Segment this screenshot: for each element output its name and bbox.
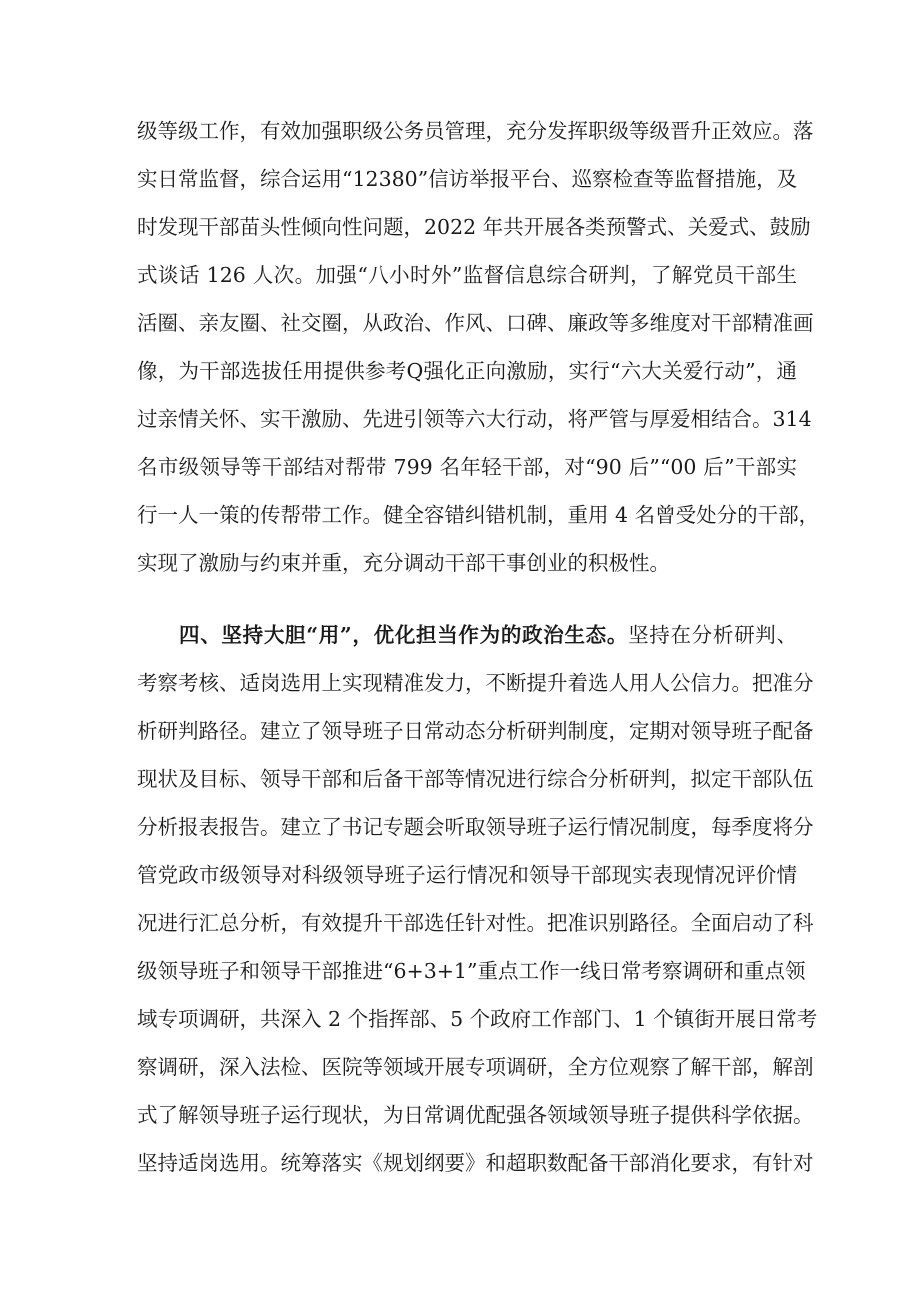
text-line: 时发现干部苗头性倾向性问题，2022 年共开展各类预警式、关爱式、鼓励 (137, 215, 811, 239)
text-line: 管党政市级领导对科级领导班子运行情况和领导干部现实表现情况评价情 (137, 863, 797, 887)
text-line: 察调研，深入法检、医院等领域开展专项调研，全方位观察了解干部，解剖 (137, 1055, 814, 1079)
text-line: 式了解领导班子运行现状，为日常调优配强各领域领导班子提供科学依据。 (137, 1103, 814, 1127)
text-line: 过亲情关怀、实干激励、先进引领等六大行动，将严管与厚爱相结合。314 (137, 407, 812, 431)
section-heading: 四、坚持大胆“用”，优化担当作为的政治生态。 (179, 623, 629, 647)
text-line: 域专项调研，共深入 2 个指挥部、5 个政府工作部门、1 个镇街开展日常考 (137, 1007, 818, 1031)
text-line: 坚持适岗选用。统筹落实《规划纲要》和超职数配备干部消化要求，有针对 (137, 1151, 814, 1175)
text-line: 像，为干部选拔任用提供参考Q强化正向激励，实行“六大关爱行动”，通 (137, 359, 797, 383)
text-line: 级等级工作，有效加强职级公务员管理，充分发挥职级等级晋升正效应。落 (137, 119, 814, 143)
text-line: 况进行汇总分析，有效提升干部选任针对性。把准识别路径。全面启动了科 (137, 911, 814, 935)
text-line: 活圈、亲友圈、社交圈，从政治、作风、口碑、廉政等多维度对干部精准画 (137, 311, 814, 335)
text-line: 实日常监督，综合运用“12380”信访举报平台、巡察检查等监督措施，及 (137, 167, 798, 191)
text-line: 现状及目标、领导干部和后备干部等情况进行综合分析研判，拟定干部队伍 (137, 767, 814, 791)
text-line: 级领导班子和领导干部推进“6+3+1”重点工作一线日常考察调研和重点领 (137, 959, 806, 983)
text-line: 分析报表报告。建立了书记专题会听取领导班子运行情况制度，每季度将分 (137, 815, 814, 839)
text-line: 析研判路径。建立了领导班子日常动态分析研判制度，定期对领导班子配备 (137, 719, 814, 743)
section-heading-line (179, 616, 797, 654)
text-line: 考察考核、适岗选用上实现精准发力，不断提升着选人用人公信力。把准分 (137, 671, 814, 695)
text-line: 行一人一策的传帮带工作。健全容错纠错机制，重用 4 名曾受处分的干部， (137, 503, 820, 527)
text-line: 名市级领导等干部结对帮带 799 名年轻干部，对“90 后”“00 后”干部实 (137, 455, 797, 479)
text-line: 式谈话 126 人次。加强“八小时外”监督信息综合研判，了解党员干部生 (137, 263, 797, 287)
text-line: 实现了激励与约束并重，充分调动干部干事创业的积极性。 (137, 551, 670, 575)
heading-line-rest: 坚持在分析研判、 (628, 623, 797, 647)
